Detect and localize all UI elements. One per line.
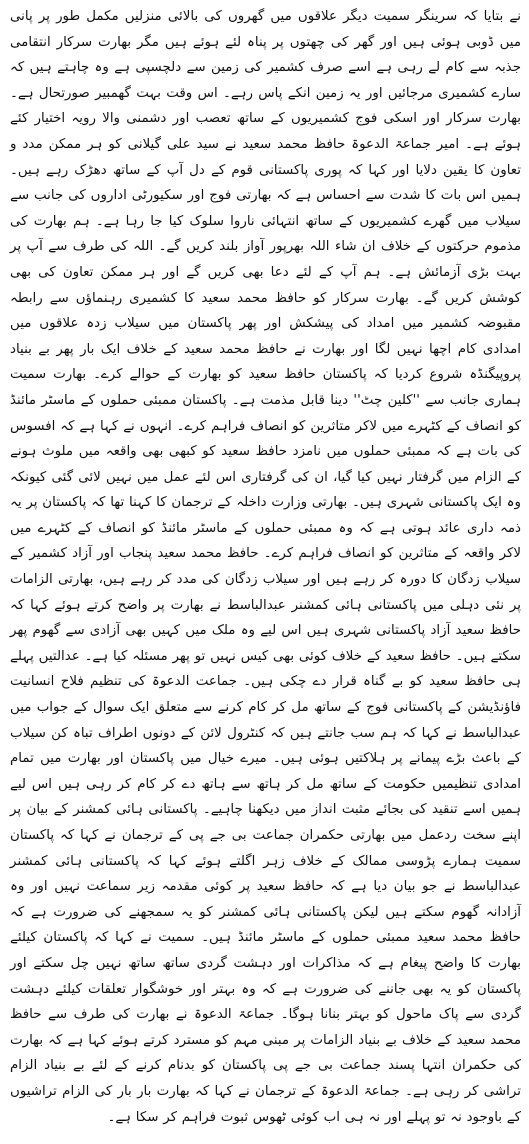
article-body: نے بتایا کہ سرینگر سمیت دیگر علاقوں میں گھروں کی بالائی منزلیں مکمل طور پر پانی میں ڈوبی ہوئی ہیں اور گھر کی چھتوں پر پناہ لئے ہوئے ہیں مگر بھارت سرکار انتقامی جذبہ سے کام لے رہی ہے اسے صرف کشمیر کی زمین سے دلچسپی ہے وہ چاہتے ہیں کہ سارے کشمیری مرجائیں اور یہ زمین انکے پاس رہے۔ اس وقت بہت گھمبیر صورتحال ہے۔ بھارت سرکار اور اسکی فوج کشمیریوں کے ساتھ تعصب اور دشمنی والا رویہ اختیار کئے ہوئے ہے۔ امیر جماعۃ الدعوۃ حافظ محمد سعید نے سید علی گیلانی کو ہر ممکن مدد و تعاون کا یقین دلایا اور کہا کہ پوری پاکستانی قوم کے دل آپ کے ساتھ دھڑک رہے ہیں۔ ہمیں اس بات کا شدت سے احساس ہے کہ بھارتی فوج اور سکیورٹی اداروں کی جانب سے سیلاب میں گھرے کشمیریوں کے ساتھ انتہائی ناروا سلوک کیا جا رہا ہے۔ ہم بھارت کی مذموم حرکتوں کے خلاف ان شاء اللہ بھرپور آواز بلند کریں گے۔ اللہ کی طرف سے آپ پر بہت بڑی آزمائش ہے۔ ہم آپ کے لئے دعا بھی کریں گے اور ہر ممکن تعاون کی بھی کوشش کریں گے۔ بھارت سرکار کو حافظ محمد سعید کا کشمیری رہنماؤں سے رابطہ مقبوضہ کشمیر میں امداد کی پیشکش اور پھر پاکستان میں سیلاب زدہ علاقوں میں امدادی کام اچھا نہیں لگا اور بھارت نے حافظ محمد سعید کے خلاف ایک بار پھر بے بنیاد پروپیگنڈہ شروع کردیا کہ پاکستان حافظ سعید کو بھارت کے حوالے کرے۔ بھارت سمیت ہماری جانب سے ''کلین چٹ'' دینا قابل مذمت ہے۔ پاکستان ممبئی حملوں کے ماسٹر مائنڈ کو انصاف کے کٹہرے میں لاکر متاثرین کو انصاف فراہم کرے۔ انہوں نے کہا ہے کہ افسوس کی بات ہے کہ ممبئی حملوں میں نامزد حافظ سعید کو کبھی بھی واقعہ میں ملوث ہونے کے الزام میں گرفتار نہیں کیا گیا، ان کی گرفتاری اس لئے عمل میں نہیں لائی گئی کیونکہ وہ ایک پاکستانی شہری ہیں۔ بھارتی وزارت داخلہ کے ترجمان کا کہنا تھا کہ پاکستان پر یہ ذمہ داری عائد ہوتی ہے کہ وہ ممبئی حملوں کے ماسٹر مائنڈ کو انصاف کے کٹہرے میں لاکر واقعہ کے متاثرین کو انصاف فراہم کرے۔ حافظ محمد سعید پنجاب اور آزاد کشمیر کے سیلاب زدگان کا دورہ کر رہے ہیں اور سیلاب زدگان کی مدد کر رہے ہیں، بھارتی الزامات پر نئی دہلی میں پاکستانی ہائی کمشنر عبدالباسط نے بھارت پر واضح کرتے ہوئے کہا کہ حافظ سعید آزاد پاکستانی شہری ہیں اس لیے وہ ملک میں کہیں بھی آزادی سے گھوم پھر سکتے ہیں۔ حافظ سعید کے خلاف کوئی بھی کیس نہیں تو پھر مسئلہ کیا ہے۔ عدالتیں پہلے ہی حافظ سعید کو بے گناہ قرار دے چکی ہیں۔ جماعت الدعوۃ کی تنظیم فلاح انسانیت فاؤنڈیشن کے پاکستانی فوج کے ساتھ مل کر کام کرنے سے متعلق ایک سوال کے جواب میں عبدالباسط نے کہا کہ ہم سب جانتے ہیں کہ کنٹرول لائن کے دونوں اطراف تباہ کن سیلاب کے باعث بڑے پیمانے پر ہلاکتیں ہوئی ہیں۔ میرے خیال میں پاکستان اور بھارت میں تمام امدادی تنظیمیں حکومت کے ساتھ مل کر ہاتھ سے ہاتھ دے کر کام کر رہی ہیں اس لیے ہمیں اسے تنقید کی بجائے مثبت انداز میں دیکھنا چاہیے۔ پاکستانی ہائی کمشنر کے بیان پر اپنے سخت ردعمل میں بھارتی حکمران جماعت بی جے پی کے ترجمان نے کہا کہ پاکستان سمیت ہمارے پڑوسی ممالک کے خلاف زہر اگلتے ہوئے کہا کہ پاکستانی ہائی کمشنر عبدالباسط نے جو بیان دیا ہے کہ حافظ سعید پر کوئی مقدمہ زیر سماعت نہیں اور وہ آزادانہ گھوم سکتے ہیں لیکن پاکستانی ہائی کمشنر کو یہ سمجھنے کی ضرورت ہے کہ حافظ محمد سعید ممبئی حملوں کے ماسٹر مائنڈ ہیں۔ سمیت نے کہا کہ پاکستان کیلئے بھارت کا واضح پیغام ہے کہ مذاکرات اور دہشت گردی ساتھ ساتھ نہیں چل سکتے اور پاکستان کو یہ بھی جاننے کی ضرورت ہے کہ وہ بہتر اور خوشگوار تعلقات کیلئے دہشت گردی سے پاک ماحول کو بہتر بنانا ہوگا۔ جماعۃ الدعوۃ نے بھارت کی طرف سے حافظ محمد سعید کے خلاف بے بنیاد الزامات پر مبنی مہم کو مسترد کرتے ہوئے کہا ہے کہ بھارت کی حکمران انتہا پسند جماعت بی جے پی پاکستان کو بدنام کرنے کے لئے بے بنیاد الزام تراشی کر رہی ہے۔ جماعۃ الدعوۃ کے ترجمان نے کہا کہ بھارت بار بار کی الزام تراشیوں کے باوجود نہ تو پہلے اور نہ ہی اب کوئی ٹھوس ثبوت فراہم کر سکا ہے۔ [10, 9, 521, 1125]
news-article [10, 4, 521, 1130]
